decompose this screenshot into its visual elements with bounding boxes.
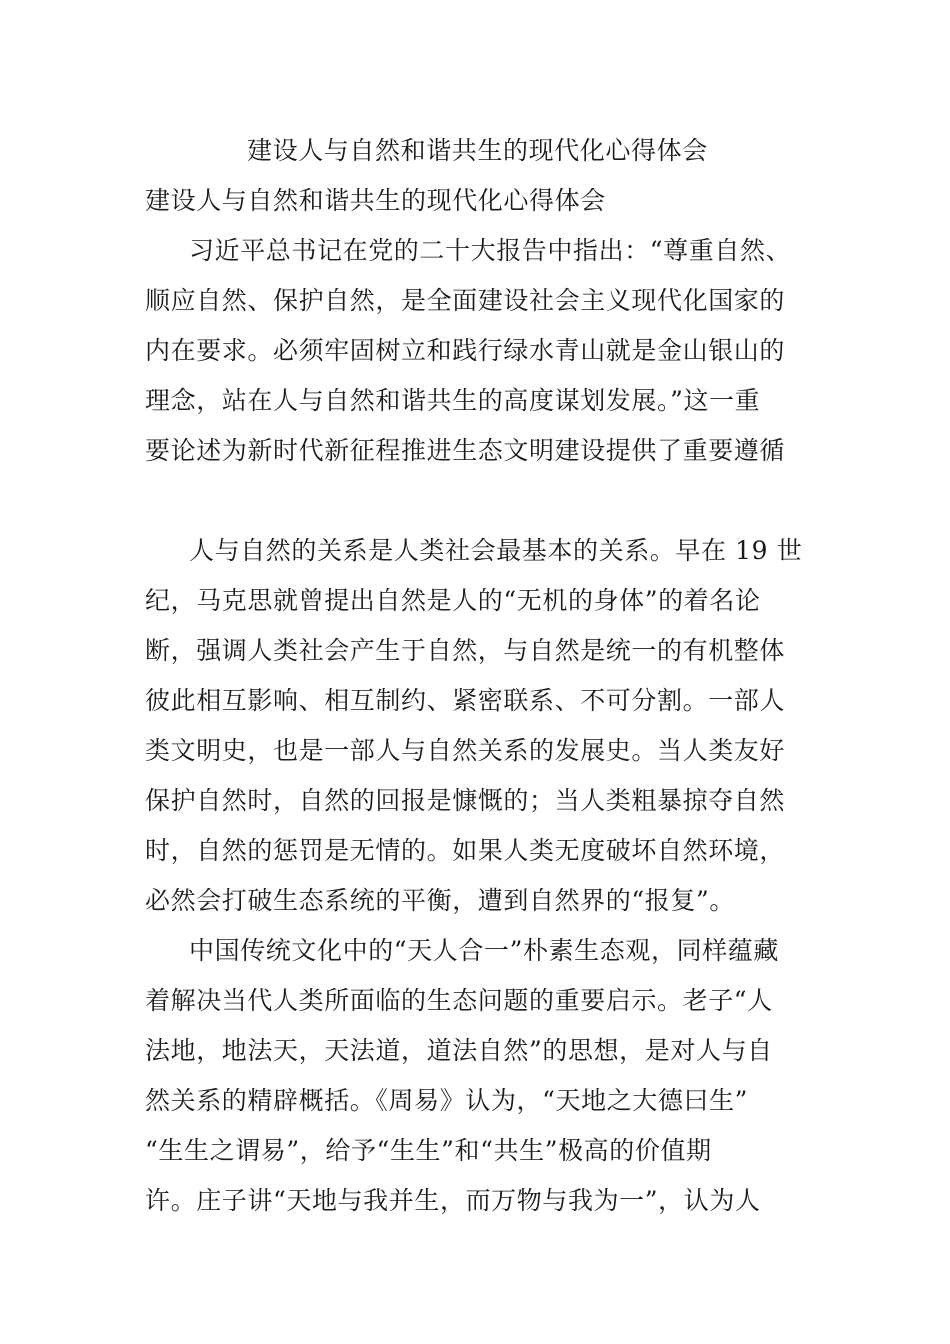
paragraph-line: 然关系的精辟概括。《周易》认为，“天地之大德曰生” (145, 1086, 749, 1115)
paragraph-line: 断，强调人类社会产生于自然，与自然是统一的有机整体 (145, 636, 786, 665)
paragraph-line: 人与自然的关系是人类社会最基本的关系。早在 19 世 (189, 536, 803, 565)
paragraph-line: 类文明史，也是一部人与自然关系的发展史。当人类友好 (145, 736, 786, 765)
document-title: 建设人与自然和谐共生的现代化心得体会 (247, 136, 708, 165)
paragraph-line: 法地，地法天，天法道，道法自然”的思想，是对人与自 (145, 1036, 773, 1065)
paragraph-line: 着解决当代人类所面临的生态问题的重要启示。老子“人 (145, 986, 773, 1015)
paragraph-line: 内在要求。必须牢固树立和践行绿水青山就是金山银山的 (145, 336, 786, 365)
paragraph-line: 习近平总书记在党的二十大报告中指出：“尊重自然、 (189, 236, 792, 265)
paragraph-line: 彼此相互影响、相互制约、紧密联系、不可分割。一部人 (145, 686, 786, 715)
paragraph-line: 顺应自然、保护自然，是全面建设社会主义现代化国家的 (145, 286, 786, 315)
paragraph-line: 纪，马克思就曾提出自然是人的“无机的身体”的着名论 (145, 586, 761, 615)
paragraph-line: 中国传统文化中的“天人合一”朴素生态观，同样蕴藏 (189, 936, 779, 965)
document-subtitle: 建设人与自然和谐共生的现代化心得体会 (145, 186, 606, 215)
paragraph-line: 许。庄子讲“天地与我并生，而万物与我为一”，认为人 (145, 1186, 761, 1215)
paragraph-line: 要论述为新时代新征程推进生态文明建设提供了重要遵循 (145, 436, 786, 465)
paragraph-line: “生生之谓易”，给予“生生”和“共生”极高的价值期 (145, 1136, 712, 1165)
paragraph-line: 保护自然时，自然的回报是慷慨的；当人类粗暴掠夺自然 (145, 786, 786, 815)
paragraph-line: 必然会打破生态系统的平衡，遭到自然界的“报复”。 (145, 886, 735, 915)
paragraph-line: 时，自然的惩罚是无情的。如果人类无度破坏自然环境， (145, 836, 786, 865)
paragraph-line: 理念，站在人与自然和谐共生的高度谋划发展。”这一重 (145, 386, 761, 415)
